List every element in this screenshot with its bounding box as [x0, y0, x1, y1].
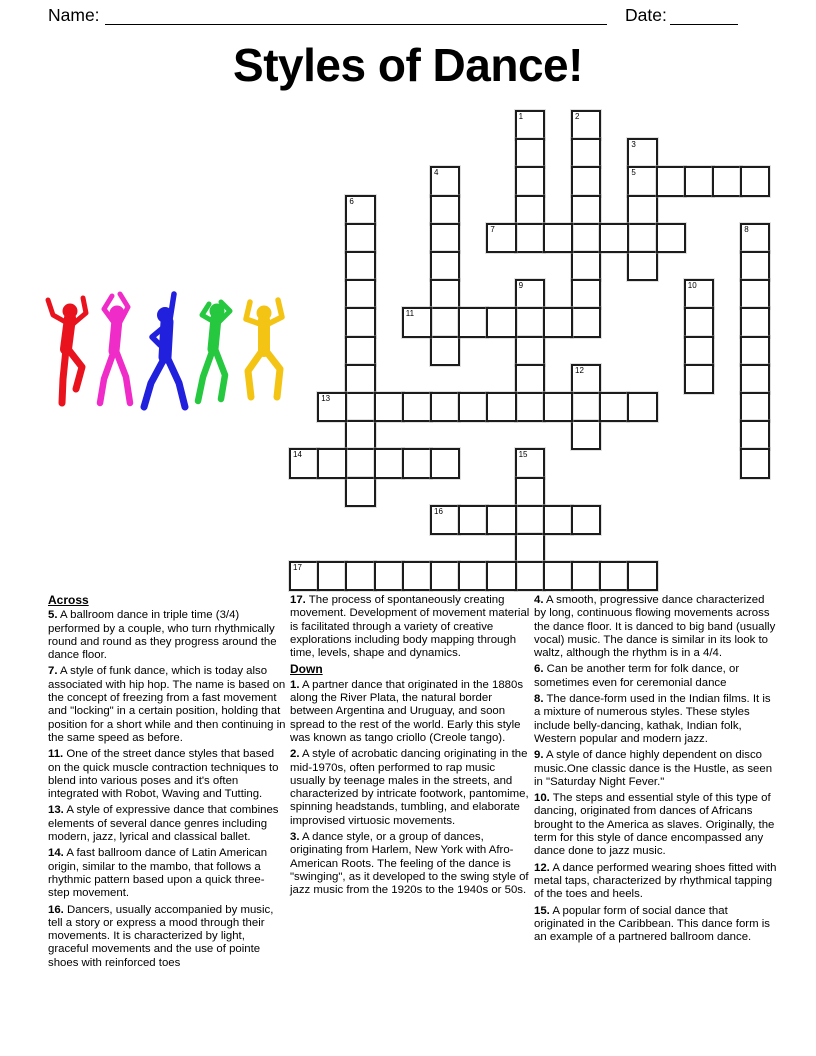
- clue: 1. A partner dance that originated in the 1880s along the River Plata, the natural border between Argentina and Uruguay, and soon spread to the rest of the world. Early this style was known as tango criollo (Creole tango).: [290, 678, 524, 744]
- cell-number: 14: [293, 450, 302, 460]
- grid-cell[interactable]: [684, 279, 714, 309]
- clue-number: 11.: [48, 748, 64, 761]
- clue-section-heading: Down: [290, 662, 323, 677]
- clue: 13. A style of expressive dance that combines elements of several dance genres including modern, jazz, lyrical and classical ballet.: [48, 804, 279, 844]
- grid-cell[interactable]: [740, 364, 770, 394]
- cell-number: 4: [434, 168, 439, 178]
- grid-cell[interactable]: [543, 392, 573, 422]
- grid-cell[interactable]: [515, 505, 545, 535]
- clue: 9. A style of dance highly dependent on disco music.One classic dance is the Hustle, as seen in "Saturday Night Fever.": [534, 749, 773, 788]
- cell-number: 2: [575, 112, 580, 121]
- grid-cell[interactable]: [345, 561, 375, 591]
- cell-number: 15: [518, 450, 528, 460]
- grid-cell[interactable]: [458, 561, 488, 591]
- grid-cell[interactable]: [543, 505, 573, 535]
- grid-cell[interactable]: [345, 336, 375, 366]
- cell-number: 13: [321, 394, 331, 403]
- grid-cell[interactable]: [515, 336, 545, 366]
- clue-number: 15.: [534, 904, 550, 917]
- cell-number: 17: [293, 563, 302, 573]
- grid-cell[interactable]: [543, 561, 573, 591]
- clue: 12. A dance performed wearing shoes fitted with metal taps, characterized by rhythmical tapping of the toes and heels.: [534, 861, 777, 901]
- grid-cell[interactable]: [571, 166, 601, 196]
- grid-cell[interactable]: [345, 477, 375, 507]
- grid-cell[interactable]: [402, 307, 432, 337]
- grid-cell[interactable]: [599, 561, 629, 591]
- grid-cell[interactable]: [684, 166, 714, 196]
- grid-cell[interactable]: [430, 336, 460, 366]
- grid-cell[interactable]: [684, 307, 714, 337]
- clue: 8. The dance-form used in the Indian films. It is a mixture of numerous styles. These styles include belly-dancing, kathak, Indian folk, Western popular and modern jazz.: [534, 693, 771, 745]
- grid-cell[interactable]: [345, 251, 375, 281]
- grid-cell[interactable]: [402, 561, 432, 591]
- grid-cell[interactable]: [543, 223, 573, 253]
- clue-number: 1.: [290, 678, 300, 691]
- clue: 15. A popular form of social dance that originated in the Caribbean. This dance form is an example of a partnered ballroom dance.: [534, 904, 770, 944]
- grid-cell[interactable]: [712, 166, 742, 196]
- grid-cell[interactable]: [684, 336, 714, 366]
- grid-cell[interactable]: [684, 364, 714, 394]
- clue-number: 8.: [534, 693, 544, 706]
- grid-cell[interactable]: [515, 533, 545, 563]
- clue-number: 9.: [534, 749, 544, 762]
- clue-number: 4.: [534, 594, 544, 606]
- grid-cell[interactable]: [486, 307, 516, 337]
- grid-cell[interactable]: [458, 505, 488, 535]
- clue-column-right: [534, 594, 778, 947]
- clue: 17. The process of spontaneously creating movement. Development of movement material is facilitated through a variety of creative explorations including body mapping through time, levels, shape and dynamics.: [290, 594, 530, 660]
- grid-cell[interactable]: [627, 392, 657, 422]
- grid-cell[interactable]: [430, 166, 460, 196]
- name-label: Name:: [48, 5, 100, 25]
- grid-cell[interactable]: [374, 392, 404, 422]
- clue: 2. A style of acrobatic dancing originating in the mid-1970s, often performed to rap music usually by teenage males in the streets, and characterized by intricate footwork, pantomime, spinning headstands, tumbling, and elaborate improvised virtuosic movements.: [290, 748, 529, 827]
- grid-cell[interactable]: [430, 251, 460, 281]
- page-title: Styles of Dance!: [233, 39, 583, 91]
- grid-cell[interactable]: [430, 279, 460, 309]
- grid-cell[interactable]: [740, 223, 770, 253]
- cell-number: 6: [349, 196, 354, 206]
- cell-number: 5: [631, 168, 636, 178]
- grid-cell[interactable]: [317, 561, 347, 591]
- clue: 10. The steps and essential style of this type of dancing, originated from dances of Africans brought to the America as slaves. Originally, the term for this style of dance encompassed any dance done to jazz music.: [534, 792, 775, 858]
- grid-cell[interactable]: [486, 392, 516, 422]
- grid-cell[interactable]: [345, 223, 375, 253]
- grid-cell[interactable]: [599, 223, 629, 253]
- grid-cell[interactable]: [656, 166, 686, 196]
- grid-cell[interactable]: [430, 561, 460, 591]
- grid-cell[interactable]: [374, 448, 404, 478]
- grid-cell[interactable]: [289, 561, 319, 591]
- grid-cell[interactable]: [515, 448, 545, 478]
- grid-cell[interactable]: [740, 307, 770, 337]
- grid-cell[interactable]: [656, 223, 686, 253]
- grid-cell[interactable]: [317, 448, 347, 478]
- cell-number: 8: [744, 224, 749, 234]
- grid-cell[interactable]: [515, 364, 545, 394]
- grid-cell[interactable]: [458, 307, 488, 337]
- clue: 3. A dance style, or a group of dances, originating from Harlem, New York with Afro-American Roots. The feeling of the dance is "swinging", as it developed to the swing style of jazz music from the 1920s to the 1940s or 50s.: [290, 831, 529, 897]
- cell-number: 12: [575, 365, 584, 375]
- grid-cell[interactable]: [571, 392, 601, 422]
- grid-cell[interactable]: [571, 138, 601, 168]
- grid-cell[interactable]: [515, 195, 545, 225]
- grid-cell[interactable]: [515, 166, 545, 196]
- clue: 7. A style of funk dance, which is today also associated with hip hop. The name is based on the concept of freezing from a fast movement and "locking" in a certain position, holding that position for a short while and then continuing in the same speed as before.: [48, 665, 286, 744]
- grid-cell[interactable]: [571, 251, 601, 281]
- grid-cell[interactable]: [289, 448, 319, 478]
- clue: 5. A ballroom dance in triple time (3/4) performed by a couple, who turn rhythmically round and round as they progress around the dance floor.: [48, 609, 277, 662]
- grid-cell[interactable]: [627, 195, 657, 225]
- cell-number: 9: [518, 281, 524, 291]
- grid-cell[interactable]: [486, 561, 516, 591]
- grid-cell[interactable]: [515, 392, 545, 422]
- clue-section-heading: Across: [48, 593, 89, 607]
- grid-cell[interactable]: [430, 223, 460, 253]
- grid-cell[interactable]: [543, 307, 573, 337]
- clue-number: 17.: [290, 594, 306, 606]
- grid-cell[interactable]: [515, 477, 545, 507]
- grid-cell[interactable]: [571, 420, 601, 450]
- grid-cell[interactable]: [486, 505, 516, 535]
- clue: 16. Dancers, usually accompanied by music, tell a story or express a mood through their movements. It is characterized by light, graceful movements and the use of pointe shoes with reinforced toes: [48, 903, 274, 969]
- grid-cell[interactable]: [627, 223, 657, 253]
- grid-cell[interactable]: [430, 448, 460, 478]
- grid-cell[interactable]: [345, 448, 375, 478]
- clue: 11. One of the street dance styles that based on the quick muscle contraction techniques to blend into various poses and it's often integrated with Robot, Waving and Tutting.: [48, 748, 279, 801]
- cell-number: 1: [518, 112, 524, 121]
- grid-cell[interactable]: [402, 392, 432, 422]
- grid-cell[interactable]: [740, 392, 770, 422]
- cell-number: 16: [434, 506, 443, 516]
- grid-cell[interactable]: [486, 223, 516, 253]
- clue-number: 6.: [534, 663, 544, 676]
- grid-cell[interactable]: [402, 448, 432, 478]
- clue-column-middle: [290, 594, 532, 901]
- grid-cell[interactable]: [430, 505, 460, 535]
- grid-cell[interactable]: [627, 166, 657, 196]
- grid-cell[interactable]: [515, 279, 545, 309]
- grid-cell[interactable]: [374, 561, 404, 591]
- grid-cell[interactable]: [345, 279, 375, 309]
- grid-cell[interactable]: [740, 336, 770, 366]
- grid-cell[interactable]: [571, 505, 601, 535]
- grid-cell[interactable]: [599, 392, 629, 422]
- clue-number: 14.: [48, 847, 64, 860]
- clue-number: 3.: [290, 831, 300, 844]
- grid-cell[interactable]: [627, 561, 657, 591]
- grid-cell[interactable]: [345, 195, 375, 225]
- clue: 4. A smooth, progressive dance characterized by long, continuous flowing movements across the dance floor. It is danced to big band (usually vocal) music. The dance is similar in its look to waltz, although the rhythm is in a 4/4.: [534, 594, 776, 660]
- grid-cell[interactable]: [740, 420, 770, 450]
- grid-cell[interactable]: [345, 307, 375, 337]
- grid-cell[interactable]: [571, 561, 601, 591]
- grid-cell[interactable]: [571, 195, 601, 225]
- clue-column-left: [48, 594, 286, 973]
- date-label: Date:: [625, 5, 667, 25]
- grid-cell[interactable]: [627, 138, 657, 168]
- grid-cell[interactable]: [515, 223, 545, 253]
- cell-number: 7: [490, 224, 495, 234]
- grid-cell[interactable]: [571, 364, 601, 394]
- cell-number: 3: [631, 140, 636, 150]
- cell-number: 10: [687, 281, 697, 291]
- cell-number: 11: [405, 309, 415, 319]
- grid-cell[interactable]: [430, 392, 460, 422]
- grid-cell[interactable]: [345, 420, 375, 450]
- grid-cell[interactable]: [345, 392, 375, 422]
- grid-cell[interactable]: [430, 307, 460, 337]
- clue-number: 2.: [290, 748, 300, 761]
- grid-cell[interactable]: [740, 251, 770, 281]
- grid-cell[interactable]: [571, 223, 601, 253]
- clue: 14. A fast ballroom dance of Latin American origin, similar to the mambo, that follows a rhythmic pattern based upon a quick three-step movement.: [48, 847, 268, 900]
- grid-cell[interactable]: [515, 110, 545, 140]
- grid-cell[interactable]: [740, 166, 770, 196]
- grid-cell[interactable]: [317, 392, 347, 422]
- grid-cell[interactable]: [430, 195, 460, 225]
- clue-number: 16.: [48, 903, 64, 916]
- clue-number: 13.: [48, 804, 64, 817]
- grid-cell[interactable]: [740, 279, 770, 309]
- clue-number: 12.: [534, 861, 550, 874]
- grid-cell[interactable]: [345, 364, 375, 394]
- clue-number: 5.: [48, 609, 58, 622]
- grid-cell[interactable]: [571, 279, 601, 309]
- clue-number: 7.: [48, 665, 58, 678]
- grid-cell[interactable]: [627, 251, 657, 281]
- grid-cell[interactable]: [515, 561, 545, 591]
- grid-cell[interactable]: [571, 110, 601, 140]
- grid-cell[interactable]: [740, 448, 770, 478]
- grid-cell[interactable]: [515, 138, 545, 168]
- grid-cell[interactable]: [571, 307, 601, 337]
- grid-cell[interactable]: [515, 307, 545, 337]
- grid-cell[interactable]: [458, 392, 488, 422]
- clue: 6. Can be another term for folk dance, or sometimes even for ceremonial dance: [534, 663, 740, 689]
- clue-number: 10.: [534, 792, 550, 805]
